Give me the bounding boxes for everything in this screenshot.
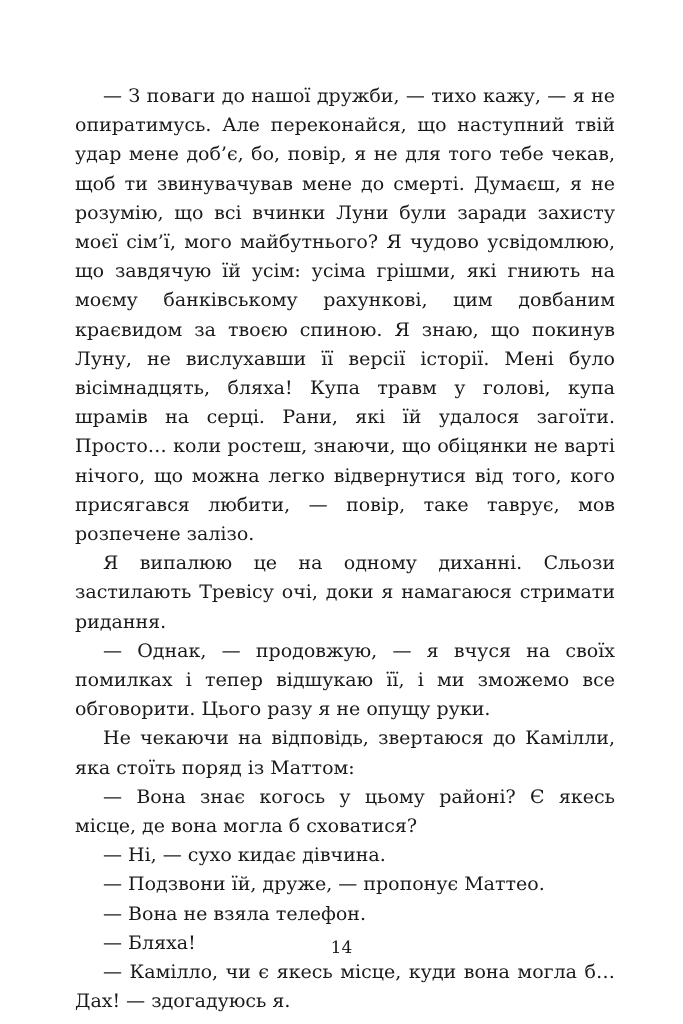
paragraph: — Камілло, чи є якесь місце, куди вона могла б… Дах! — здогадуюсь я.	[75, 961, 615, 1013]
paragraph: Я випалюю це на одному диханні. Сльози застилають Тревісу очі, доки я намагаюся стримати ридання.	[75, 552, 615, 633]
paragraph: — Вона не взяла телефон.	[103, 902, 366, 925]
paragraph: — Однак, — продовжую, — я вчуся на своїх помилках і тепер відшукаю її, і ми зможемо все обговорити. Цього разу я не опущу руки.	[75, 639, 615, 721]
paragraph: Не чекаючи на відповідь, звертаюся до Камілли, яка стоїть поряд із Маттом:	[75, 727, 615, 779]
paragraph: — Бляха!	[103, 931, 196, 954]
page-number: 14	[330, 938, 353, 958]
body-text	[75, 82, 615, 1017]
paragraph: — Ні, — сухо кидає дівчина.	[103, 844, 386, 867]
paragraph: — З поваги до нашої дружби, — тихо кажу, — я не опиратимусь. Але переконайся, що наступний твій удар мене доб’є, бо, повір, я не для того тебе чекав, щоб ти звинувачував мене до смерті. Думаєш, я не розумію, що всі вчинки Луни були заради захисту моєї сім’ї, мого майбутнього? Я чудово усвідомлюю, що завдячую їй усім: усіма грішми, які гниють на моєму банківському рахункові, цим довбаним краєвидом за твоєю спиною. Я знаю, що покинув Луну, не вислухавши її версії історії. Мені було вісімнадцять, бляха! Купа травм у голові, купа шрамів на серці. Рани, які їй удалося загоїти. Просто… коли ростеш, знаючи, що обіцянки не варті нічого, що можна легко відвернутися від того, кого присягався любити, — повір, таке таврує, мов розпечене залізо.	[75, 85, 615, 546]
paragraph: — Вона знає когось у цьому районі? Є якесь місце, де вона могла б сховатися?	[75, 785, 615, 838]
paragraph: — Подзвони їй, друже, — пропонує Маттео.	[103, 873, 545, 896]
